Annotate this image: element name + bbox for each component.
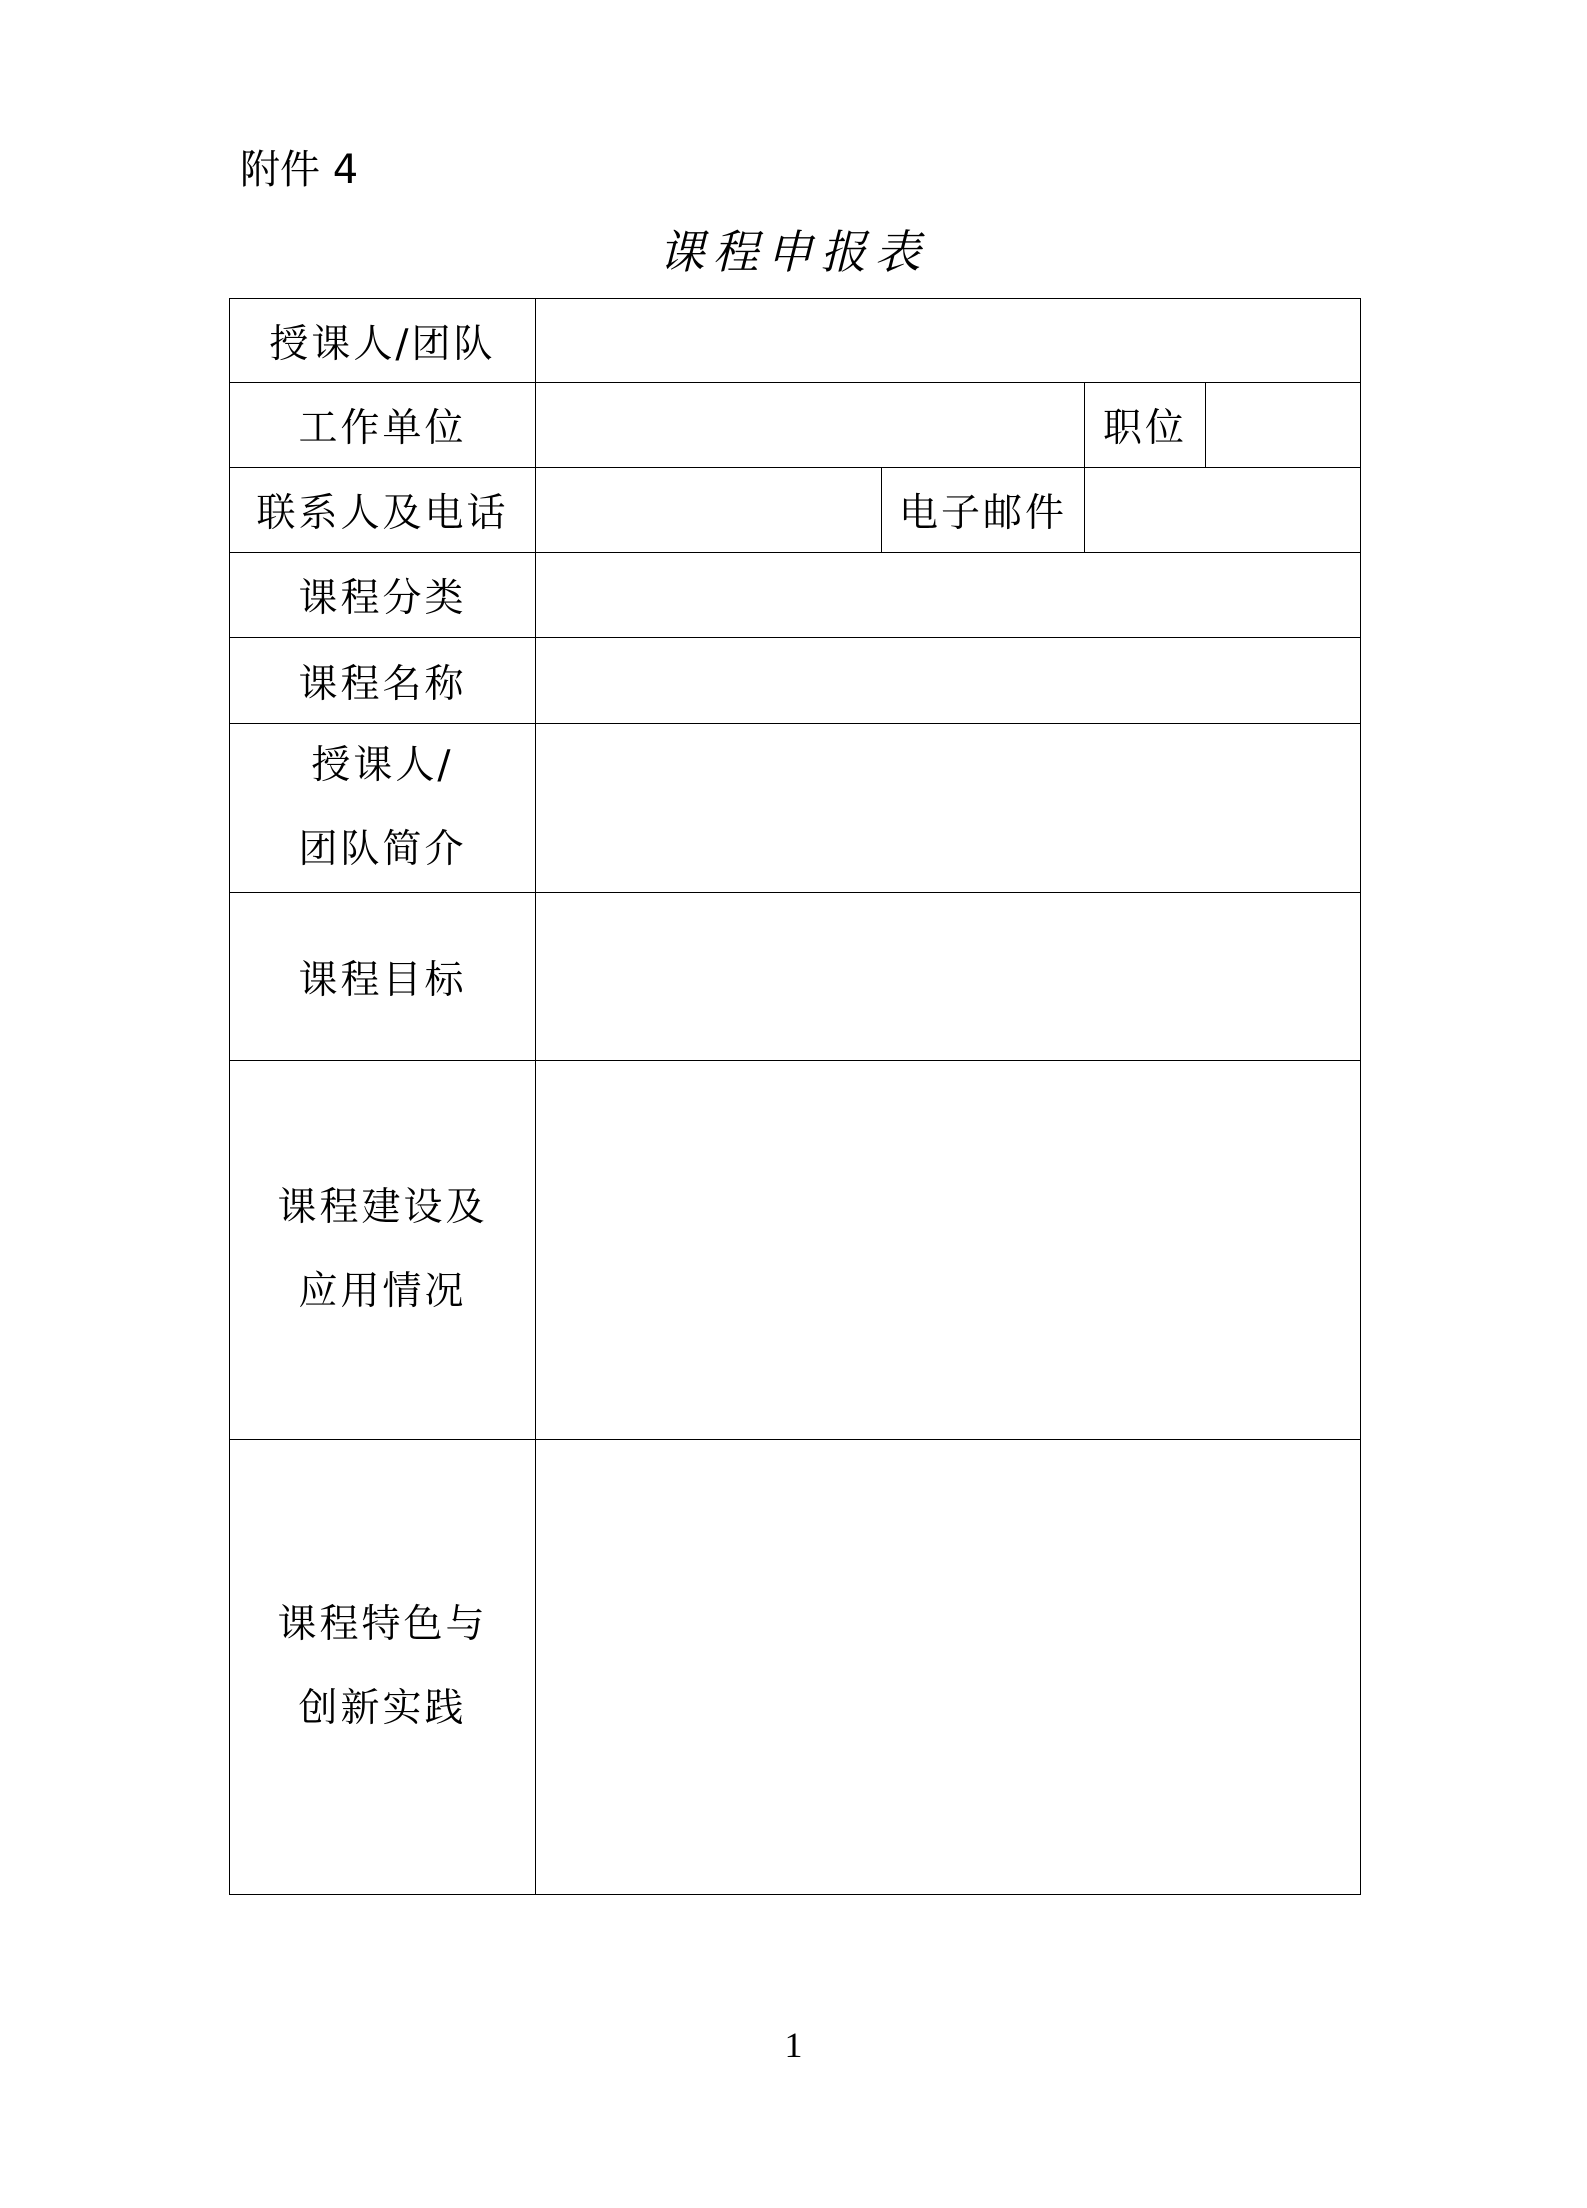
row-intro — [230, 724, 1361, 893]
construction-label — [230, 1061, 536, 1440]
position-label: 职位 — [1085, 383, 1206, 468]
row-course-name — [230, 638, 1361, 724]
intro-label-line1: 授课人/ — [311, 743, 454, 788]
row-goals — [230, 893, 1361, 1061]
construction-label-line1: 课程建设及 — [277, 1185, 488, 1230]
row-instructor — [230, 299, 1361, 383]
attachment-label: 附件 4 — [240, 147, 359, 193]
course-name-field[interactable] — [536, 638, 1361, 724]
features-label-line2: 创新实践 — [298, 1686, 467, 1731]
row-work-unit — [230, 383, 1361, 468]
category-label: 课程分类 — [230, 553, 536, 638]
row-construction — [230, 1061, 1361, 1440]
category-field[interactable] — [536, 553, 1361, 638]
instructor-label: 授课人/团队 — [230, 299, 536, 383]
work-unit-field[interactable] — [536, 383, 1085, 468]
intro-label-line2: 团队简介 — [298, 827, 467, 872]
position-field[interactable] — [1206, 383, 1361, 468]
application-form-table — [229, 298, 1361, 1895]
page-number: 1 — [784, 2025, 803, 2065]
instructor-field[interactable] — [536, 299, 1361, 383]
row-category — [230, 553, 1361, 638]
construction-label-line2: 应用情况 — [298, 1269, 467, 1314]
row-features — [230, 1440, 1361, 1895]
form-title: 课程申报表 — [658, 225, 929, 279]
email-field[interactable] — [1085, 468, 1361, 553]
features-label-line1: 课程特色与 — [277, 1602, 488, 1647]
email-label: 电子邮件 — [882, 468, 1085, 553]
goals-label: 课程目标 — [230, 893, 536, 1061]
contact-field[interactable] — [536, 468, 882, 553]
goals-field[interactable] — [536, 893, 1361, 1061]
contact-label: 联系人及电话 — [230, 468, 536, 553]
features-field[interactable] — [536, 1440, 1361, 1895]
intro-field[interactable] — [536, 724, 1361, 893]
course-name-label: 课程名称 — [230, 638, 536, 724]
work-unit-label: 工作单位 — [230, 383, 536, 468]
row-contact — [230, 468, 1361, 553]
intro-label — [230, 724, 536, 893]
construction-field[interactable] — [536, 1061, 1361, 1440]
features-label — [230, 1440, 536, 1895]
